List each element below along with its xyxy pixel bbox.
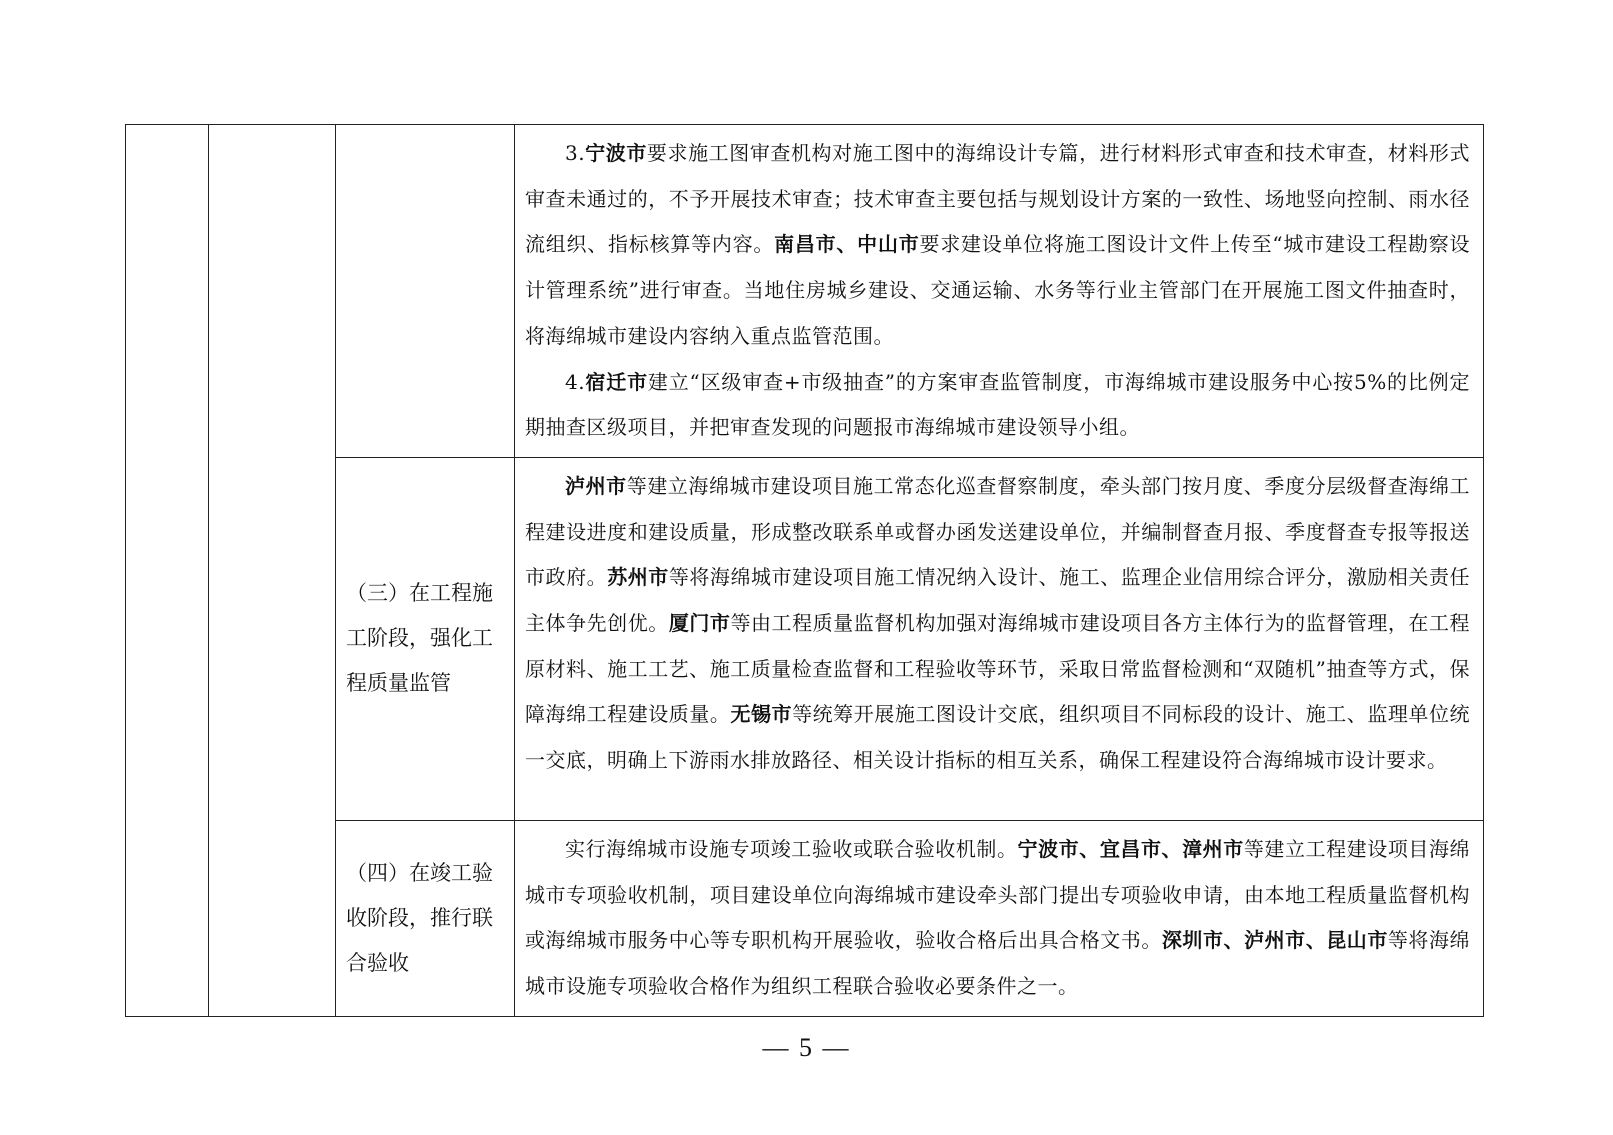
category-label: （四）在竣工验收阶段，推行联合验收 <box>346 860 493 975</box>
content-paragraph <box>525 131 1470 360</box>
content-cell <box>515 125 1484 458</box>
paragraph-text: 要求建设单位将施工图设计文件上传至“城市建设工程勘察设计管理系统”进行审查。当地住房城乡建设、交通运输、水务等行业主管部门在开展施工图文件抽查时，将海绵城市建设内容纳入重点监管范围。 <box>525 232 1471 348</box>
city-name: 南昌市、中山市 <box>774 232 920 257</box>
paragraph-text: 等统筹开展施工图设计交底，组织项目不同标段的设计、施工、监理单位统一交底，明确上下游雨水排放路径、相关设计指标的相互关系，确保工程建设符合海绵城市设计要求。 <box>525 702 1471 773</box>
paragraph-text: 等建立海绵城市建设项目施工常态化巡查督察制度，牵头部门按月度、季度分层级督查海绵工程建设进度和建设质量，形成整改联系单或督办函发送建设单位，并编制督查月报、季度督查专报等报送市政府。 <box>525 473 1471 590</box>
paragraph-text: 等由工程质量监督机构加强对海绵城市建设项目各方主体行为的监督管理，在工程原材料、施工工艺、施工质量检查监督和工程验收等环节，采取日常监督检测和“双随机”抽查等方式，保障海绵工程建设质量。 <box>525 611 1471 727</box>
paragraph-text: 要求施工图审查机构对施工图中的海绵设计专篇，进行材料形式审查和技术审查，材料形式审查未通过的，不予开展技术审查；技术审查主要包括与规划设计方案的一致性、场地竖向控制、雨水径流组织、指标核算等内容。 <box>525 141 1471 257</box>
city-name: 宁波市、宜昌市、漳州市 <box>1017 836 1244 861</box>
paragraph-text: 等将海绵城市建设项目施工情况纳入设计、施工、监理企业信用综合评分，激励相关责任主体争先创优。 <box>525 565 1471 636</box>
paragraph-text: 等建立工程建设项目海绵城市专项验收机制，项目建设单位向海绵城市建设牵头部门提出专项验收申请，由本地工程质量监督机构或海绵城市服务中心等专职机构开展验收，验收合格后出具合格文书。 <box>525 836 1471 953</box>
category-cell <box>336 457 515 820</box>
category-cell <box>336 125 515 458</box>
city-name: 苏州市 <box>607 565 669 590</box>
table-row <box>126 125 1484 458</box>
content-cell <box>515 457 1484 820</box>
content-body <box>525 131 1470 451</box>
paragraph-text: 建立“区级审查+市级抽查”的方案审查监管制度，市海绵城市建设服务中心按5%的比例定期抽查区级项目，并把审查发现的问题报市海绵城市建设领导小组。 <box>525 369 1471 440</box>
content-paragraph <box>525 827 1470 1010</box>
city-name: 泸州市 <box>565 473 627 498</box>
content-body <box>525 464 1470 784</box>
content-body <box>525 827 1470 1010</box>
blank-cell-col2 <box>209 125 336 1017</box>
city-name: 深圳市、泸州市、昆山市 <box>1161 928 1388 953</box>
category-label: （三）在工程施工阶段，强化工程质量监管 <box>346 581 493 696</box>
paragraph-text: 4. <box>565 369 586 394</box>
page-number: — 5 — <box>762 1033 851 1062</box>
paragraph-text: 等将海绵城市设施专项验收合格作为组织工程联合验收必要条件之一。 <box>525 928 1471 999</box>
city-name: 无锡市 <box>730 702 793 727</box>
content-paragraph <box>525 360 1470 451</box>
policy-table <box>125 124 1484 1017</box>
category-cell <box>336 820 515 1016</box>
city-name: 宁波市 <box>585 141 647 165</box>
city-name: 厦门市 <box>668 611 731 636</box>
city-name: 宿迁市 <box>585 369 648 394</box>
content-paragraph <box>525 464 1470 784</box>
content-cell <box>515 820 1484 1016</box>
paragraph-text: 实行海绵城市设施专项竣工验收或联合验收机制。 <box>565 836 1018 861</box>
paragraph-text: 3. <box>565 141 586 165</box>
blank-cell-col1 <box>126 125 209 1017</box>
